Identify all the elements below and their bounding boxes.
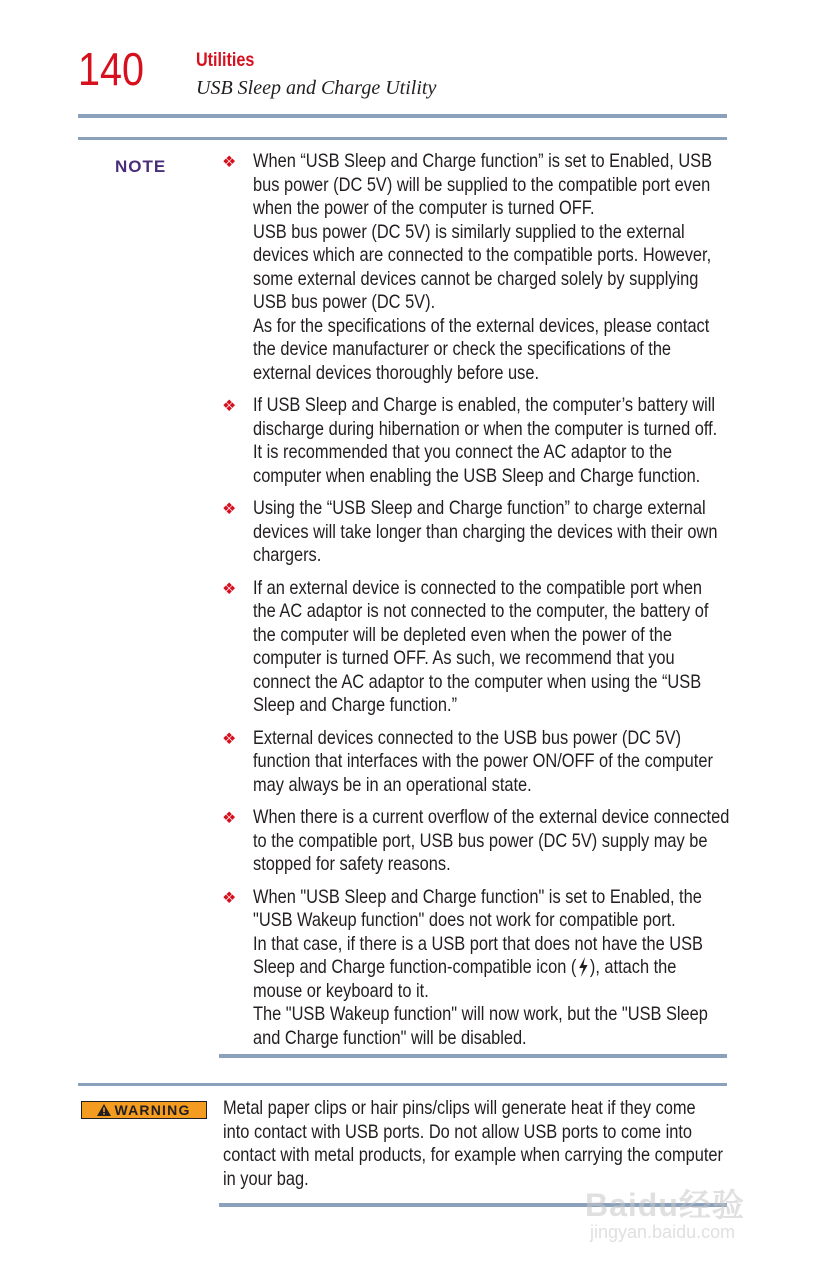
note-line: External devices connected to the USB bus power (DC 5V) — [253, 726, 682, 749]
note-line: and Charge function" will be disabled. — [253, 1026, 527, 1049]
warning-line: Metal paper clips or hair pins/clips will generate heat if they come — [223, 1097, 696, 1119]
note-line: external devices thoroughly before use. — [253, 361, 540, 384]
note-item — [222, 497, 727, 568]
note-line: bus power (DC 5V) will be supplied to the compatible port even — [253, 173, 711, 196]
watermark — [580, 1180, 800, 1250]
warning-text — [223, 1097, 728, 1191]
note-line: USB bus power (DC 5V). — [253, 291, 436, 313]
note-item — [222, 806, 730, 877]
note-line: chargers. — [253, 544, 322, 566]
note-line: computer when enabling the USB Sleep and Charge function. — [253, 464, 701, 487]
warning-line: in your bag. — [223, 1167, 309, 1190]
note-line: In that case, if there is a USB port that does not have the USB — [253, 932, 703, 955]
note-line: USB bus power (DC 5V) is similarly supplied to the external — [253, 220, 685, 243]
note-item — [222, 577, 727, 718]
note-item — [222, 394, 727, 488]
bullet-icon: ❖ — [222, 398, 237, 415]
note-line: devices which are connected to the compatible ports. However, — [253, 244, 712, 266]
section-title: USB Sleep and Charge Utility — [196, 77, 437, 99]
note-line-text: Sleep and Charge function-compatible icon ( — [253, 956, 577, 978]
note-line: The "USB Wakeup function" will now work, but the "USB Sleep — [253, 1003, 708, 1025]
watermark-url: jingyan.baidu.com — [590, 1222, 736, 1242]
note-line-with-icon — [253, 956, 677, 980]
warning-badge — [81, 1101, 207, 1119]
bullet-icon: ❖ — [222, 501, 237, 518]
watermark-logo: Baidu经验 — [585, 1187, 745, 1223]
note-line: the device manufacturer or check the specifications of the — [253, 338, 672, 360]
bullet-icon: ❖ — [222, 730, 237, 748]
chapter-title: Utilities — [196, 50, 255, 71]
bullet-icon: ❖ — [222, 580, 237, 598]
note-line: When there is a current overflow of the external device connected — [253, 806, 730, 828]
note-line: Sleep and Charge function.” — [253, 694, 458, 716]
note-line: devices will take longer than charging the devices with their own — [253, 520, 718, 543]
note-line: stopped for safety reasons. — [253, 853, 451, 875]
note-line: When "USB Sleep and Charge function" is set to Enabled, the — [253, 885, 702, 908]
note-line: some external devices cannot be charged solely by supplying — [253, 267, 699, 290]
note-line: If USB Sleep and Charge is enabled, the computer’s battery will — [253, 394, 716, 416]
bullet-icon: ❖ — [222, 810, 237, 827]
note-line: mouse or keyboard to it. — [253, 979, 429, 1002]
note-line: connect the AC adaptor to the computer when using the “USB — [253, 670, 702, 693]
bullet-icon: ❖ — [222, 889, 237, 907]
note-line: computer is turned OFF. As such, we recommend that you — [253, 647, 675, 669]
note-line: the computer will be depleted even when the power of the — [253, 623, 673, 646]
note-label: NOTE — [115, 157, 167, 176]
top-rule — [78, 114, 727, 118]
note-line: When “USB Sleep and Charge function” is set to Enabled, USB — [253, 150, 713, 172]
note-line: If an external device is connected to the compatible port when — [253, 576, 703, 599]
warning-line: into contact with USB ports. Do not allow USB ports to come into — [223, 1120, 693, 1143]
bullet-icon: ❖ — [222, 154, 237, 171]
note-line: It is recommended that you connect the AC adaptor to the — [253, 441, 672, 463]
usb-sleep-charge-icon — [577, 957, 589, 977]
warning-line: contact with metal products, for example when carrying the computer — [223, 1144, 723, 1166]
page-number: 140 — [78, 43, 145, 95]
note-item — [222, 727, 727, 798]
note-line: As for the specifications of the external devices, please contact — [253, 314, 710, 337]
note-line-text: ), attach the — [589, 956, 677, 978]
warning-top-rule — [78, 1083, 727, 1086]
note-line: discharge during hibernation or when the computer is turned off. — [253, 417, 718, 440]
note-bottom-rule — [219, 1054, 727, 1058]
note-line: to the compatible port, USB bus power (DC 5V) supply may be — [253, 829, 708, 852]
note-line: function that interfaces with the power ON/OFF of the computer — [253, 750, 713, 772]
note-line: may always be in an operational state. — [253, 773, 532, 796]
note-line: the AC adaptor is not connected to the computer, the battery of — [253, 600, 709, 622]
note-list — [222, 150, 730, 1059]
top-rule-2 — [78, 137, 727, 140]
warning-triangle-icon — [97, 1104, 111, 1116]
note-item — [222, 150, 727, 385]
note-item — [222, 886, 727, 1051]
warning-label: WARNING — [114, 1102, 191, 1118]
note-line: when the power of the computer is turned OFF. — [253, 197, 595, 219]
note-line: "USB Wakeup function" does not work for compatible port. — [253, 909, 676, 931]
note-line: Using the “USB Sleep and Charge function” to charge external — [253, 497, 706, 519]
